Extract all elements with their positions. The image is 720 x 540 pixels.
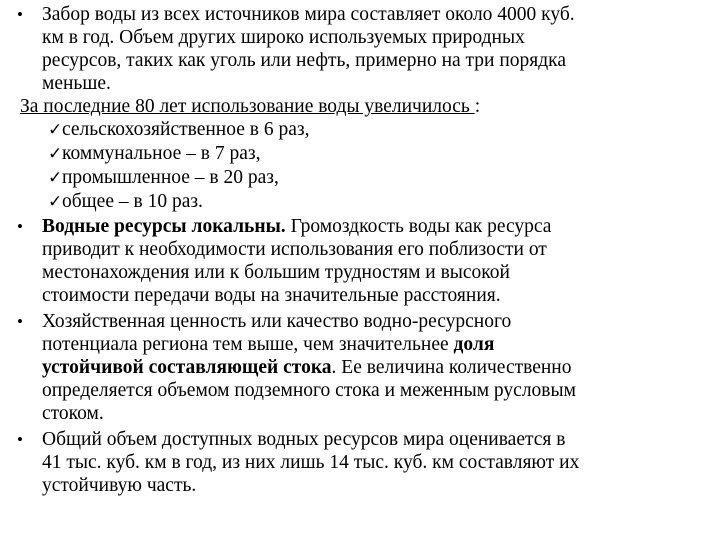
p3-line-5: стоком. [42, 403, 104, 424]
check-item-3 [48, 167, 279, 189]
check-item-4 [48, 191, 203, 213]
check-item-2-text: коммунальное – в 7 раз, [62, 143, 261, 164]
p1-line-4: меньше. [42, 73, 111, 94]
bullet-4: • [17, 430, 23, 449]
p2-line-1 [42, 216, 551, 238]
p3-line-1: Хозяйственная ценность или качество водно-ресурсного [42, 311, 512, 332]
increase-heading-colon: : [474, 96, 481, 117]
p3-line-2-bold: доля [453, 334, 495, 355]
p4-line-2: 41 тыс. куб. км в год, из них лишь 14 тыс. куб. км составляют их [42, 452, 580, 473]
p3-line-2-text: потенциала региона тем выше, чем значительнее [42, 334, 454, 355]
check-item-1 [48, 119, 309, 141]
p1-line-3: ресурсов, таких как уголь или нефть, примерно на три порядка [42, 50, 567, 71]
p4-line-3: устойчивую часть. [42, 475, 197, 496]
p2-line-2: приводит к необходимости использования его поблизости от [42, 239, 547, 260]
p3-line-3 [42, 357, 572, 379]
increase-heading-text: За последние 80 лет использование воды увеличилось [20, 96, 475, 117]
check-icon: ✓ [48, 192, 63, 212]
bullet-2: • [17, 217, 23, 236]
check-icon: ✓ [48, 168, 63, 188]
increase-heading [20, 96, 480, 118]
p2-line-1-rest: Громоздкость воды как ресурса [285, 216, 552, 237]
bullet-3: • [17, 312, 23, 331]
check-icon: ✓ [48, 144, 63, 164]
p2-bold: Водные ресурсы локальны. [42, 216, 286, 237]
check-item-3-text: промышленное – в 20 раз, [62, 167, 279, 188]
check-item-4-text: общее – в 10 раз. [62, 191, 203, 212]
check-item-2 [48, 143, 260, 165]
p3-line-4: определяется объемом подземного стока и меженным русловым [42, 380, 576, 401]
p4-line-1: Общий объем доступных водных ресурсов мира оценивается в [42, 429, 566, 450]
p3-line-3-bold: устойчивой составляющей стока [42, 357, 332, 378]
p2-line-3: местонахождения или к большим трудностям и высокой [42, 262, 510, 283]
check-icon: ✓ [48, 120, 63, 140]
p3-line-3-rest: . Ее величина количественно [331, 357, 572, 378]
check-item-1-text: сельскохозяйственное в 6 раз, [62, 119, 310, 140]
p2-line-4: стоимости передачи воды на значительные расстояния. [42, 285, 501, 306]
p1-line-2: км в год. Объем других широко используемых природных [42, 27, 525, 48]
bullet-1: • [17, 5, 23, 24]
p3-line-2 [42, 334, 494, 356]
p1-line-1: Забор воды из всех источников мира составляет около 4000 куб. [42, 4, 575, 25]
